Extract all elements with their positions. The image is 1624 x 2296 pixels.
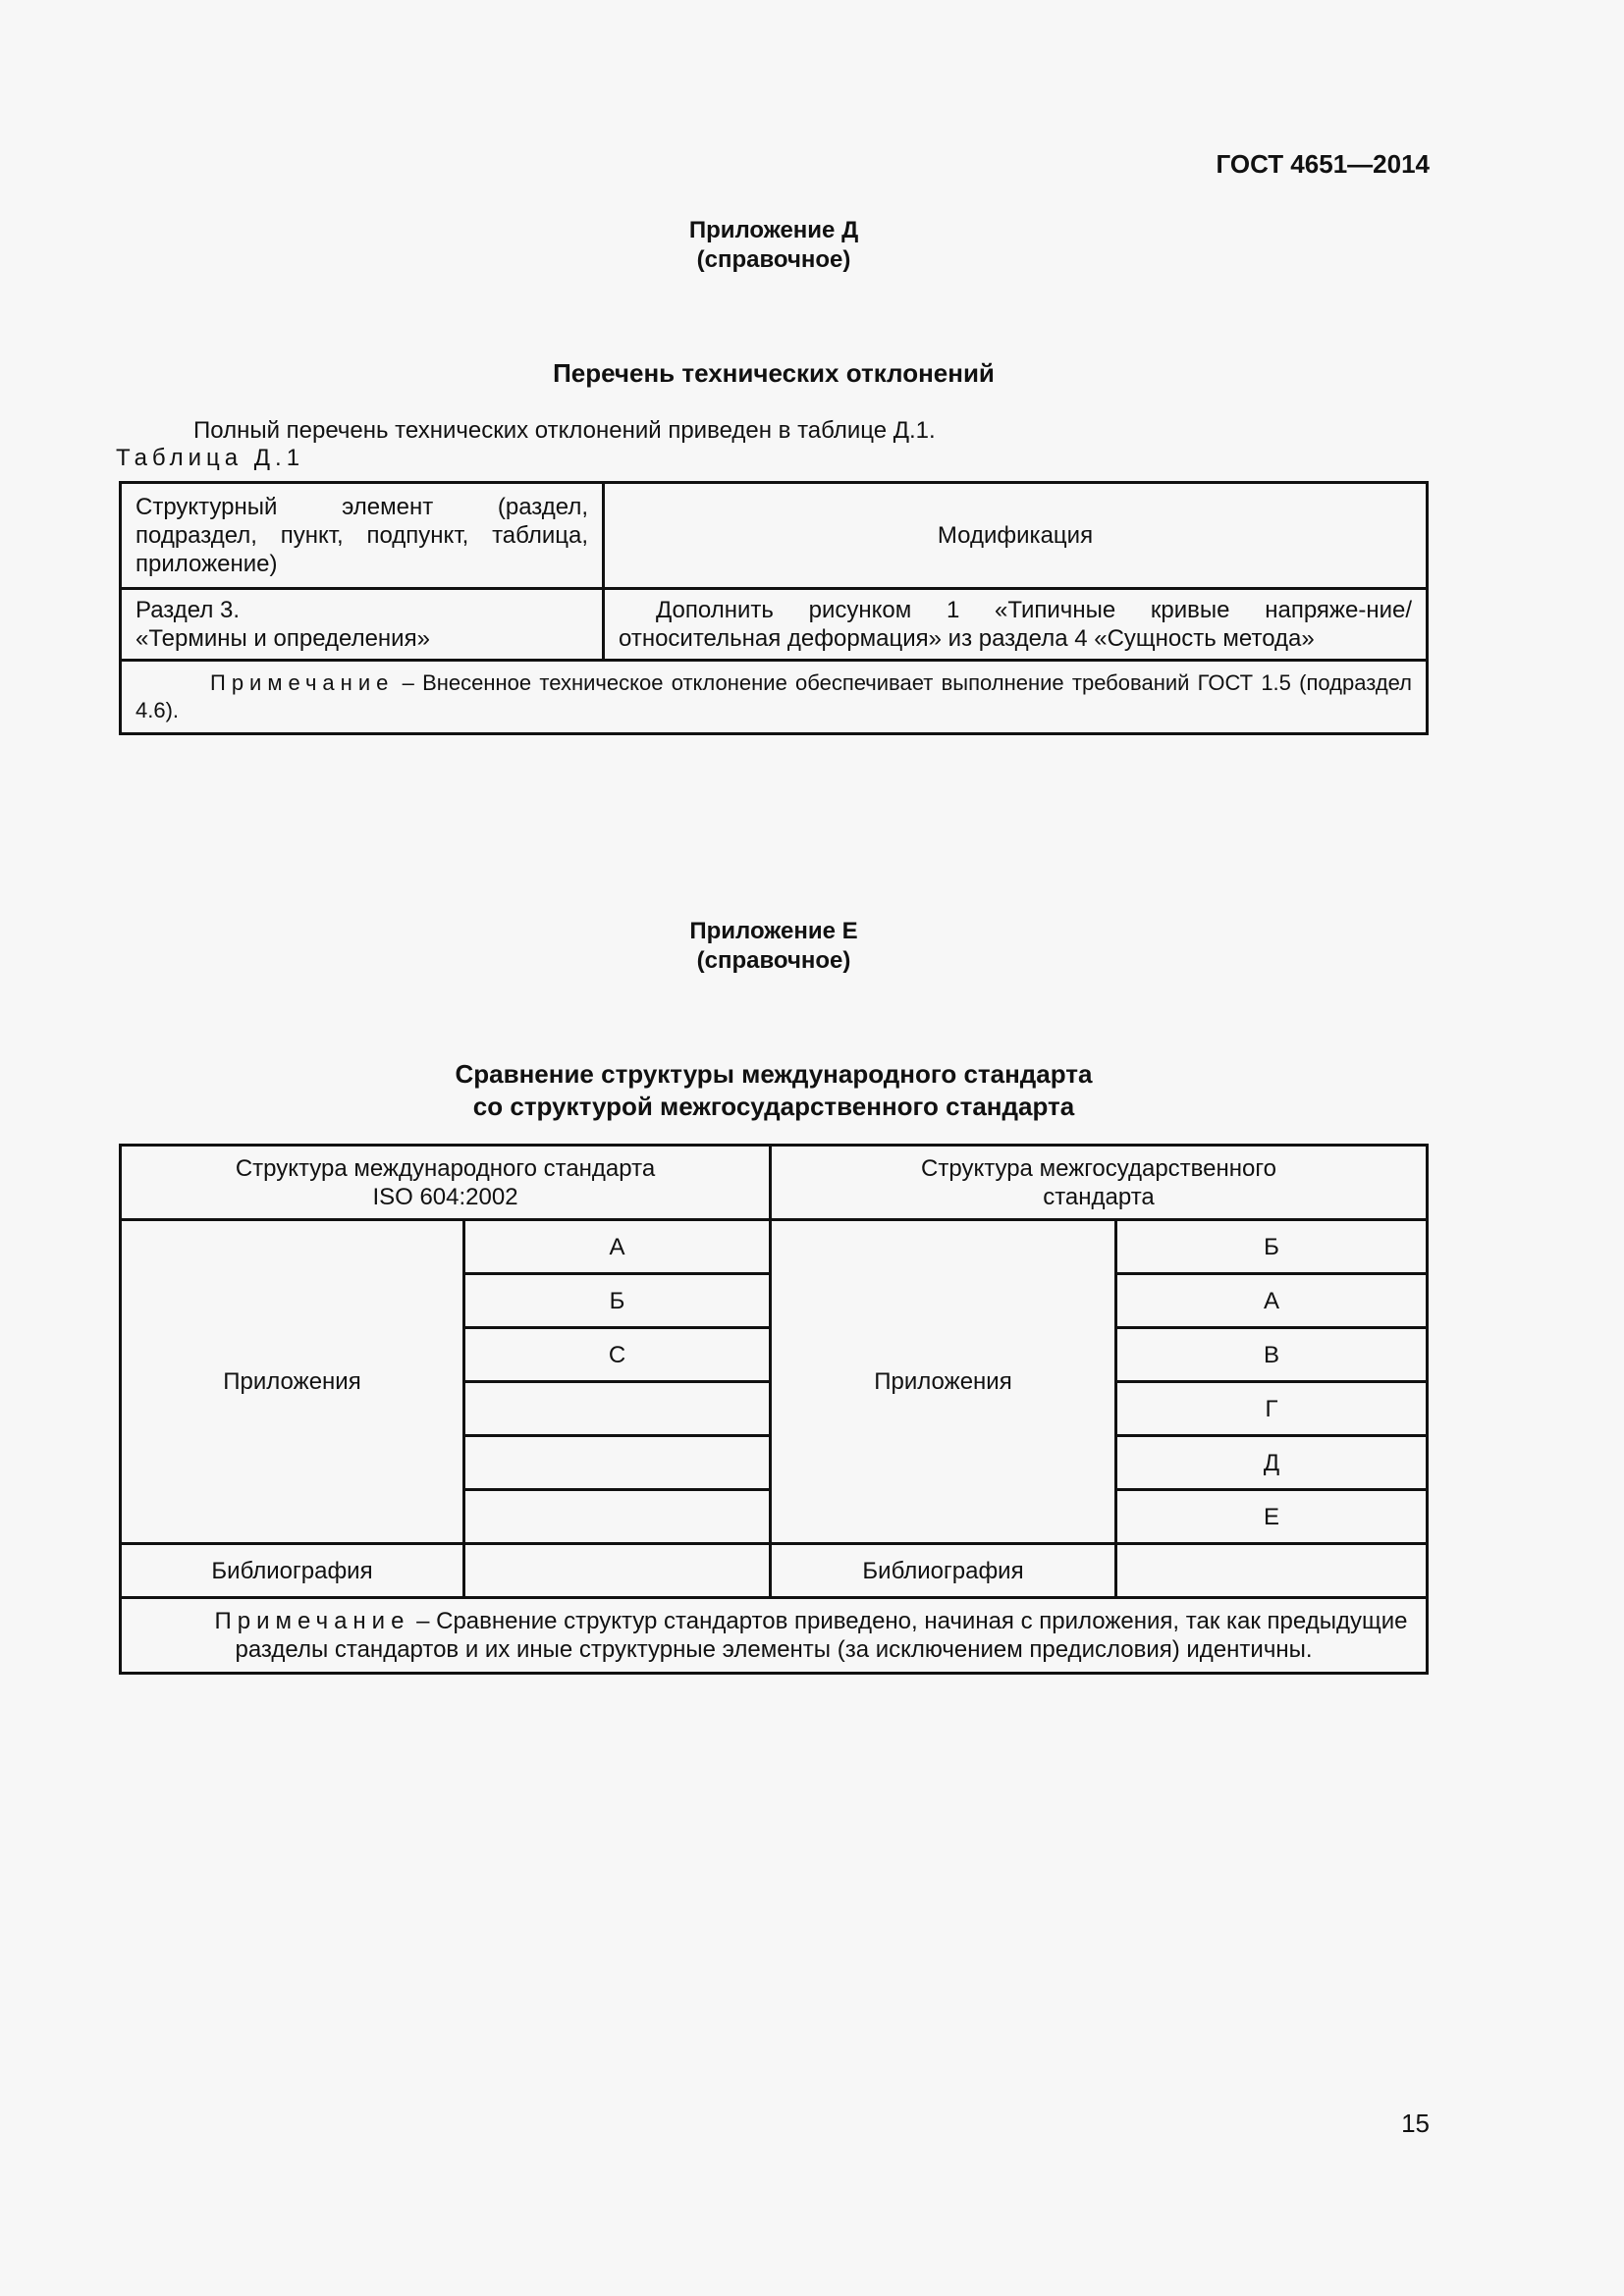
table-e-header-international [121,1146,771,1220]
appendix-d-heading: Перечень технических отклонений [553,358,995,388]
appendix-e-heading-line2: со структурой межгосударственного стандарта [472,1092,1075,1121]
appendix-e-heading-line1: Сравнение структуры международного стандарта [455,1059,1093,1089]
table-e-right-item: Д [1116,1436,1428,1490]
table-e-right-item: Б [1116,1220,1428,1274]
table-e-bibliography-right-value [1116,1544,1428,1598]
table-d1-row-modification: Дополнить рисунком 1 «Типичные кривые напряже-ние/относительная деформация» из раздела 4 «Сущность метода» [604,589,1428,661]
table-d1-caption: Таблица Д.1 [116,445,305,471]
table-e-header-international-line1: Структура международного стандарта [235,1154,656,1182]
table-e-left-item: Б [464,1274,771,1328]
table-d1-header-modification: Модификация [604,483,1428,589]
table-e-right-item: Е [1116,1490,1428,1544]
document-code: ГОСТ 4651—2014 [1216,149,1430,179]
appendix-e-subtitle: (справочное) [696,947,851,974]
table-e-left-item [464,1436,771,1490]
page-number: 15 [1401,2109,1430,2138]
table-d1-row-element-line2: «Термины и определения» [135,625,430,652]
table-e-header-interstate [771,1146,1428,1220]
table-d1-row-element-line1: Раздел 3. [135,597,241,623]
table-e-appendices-label-left: Приложения [121,1220,464,1544]
table-e-appendices-label-right: Приложения [771,1220,1116,1544]
table-e-left-item [464,1382,771,1436]
table-d1 [119,481,1429,735]
appendix-d-title: Приложение Д [688,217,859,243]
table-d1-note-text: – Внесенное техническое отклонение обеспечивает выполнение требований ГОСТ 1.5 (подраздел 4.6). [135,670,1412,722]
table-d1-note-label: Примечание [210,670,395,695]
table-e-note [121,1598,1428,1674]
table-e-note-text: – Сравнение структур стандартов приведено, начиная с приложения, так как предыдущие разделы стандартов и их иные структурные элементы (за исключением предисловия) идентичны. [235,1608,1408,1663]
table-e-bibliography-left-value [464,1544,771,1598]
table-e-right-item: В [1116,1328,1428,1382]
appendix-d-intro: Полный перечень технических отклонений приведен в таблице Д.1. [193,417,936,444]
table-e-header-interstate-line1: Структура межгосударственного [921,1154,1276,1182]
table-e-left-item [464,1490,771,1544]
table-d1-header-element: Структурный элемент (раздел, подраздел, пункт, подпункт, таблица, приложение) [121,483,604,589]
table-e-header-interstate-line2: стандарта [1043,1183,1155,1210]
table-e-note-label: Примечание [214,1608,410,1634]
table-d1-row-element [121,589,604,661]
table-e-bibliography-right: Библиография [771,1544,1116,1598]
table-structure-comparison [119,1144,1429,1675]
appendix-e-title: Приложение Е [689,918,858,944]
table-e-right-item: Г [1116,1382,1428,1436]
table-e-bibliography-left: Библиография [121,1544,464,1598]
table-d1-note [121,661,1428,734]
appendix-d-subtitle: (справочное) [696,246,851,273]
table-e-left-item: С [464,1328,771,1382]
table-e-right-item: А [1116,1274,1428,1328]
table-e-header-international-line2: ISO 604:2002 [372,1183,518,1210]
table-e-left-item: А [464,1220,771,1274]
